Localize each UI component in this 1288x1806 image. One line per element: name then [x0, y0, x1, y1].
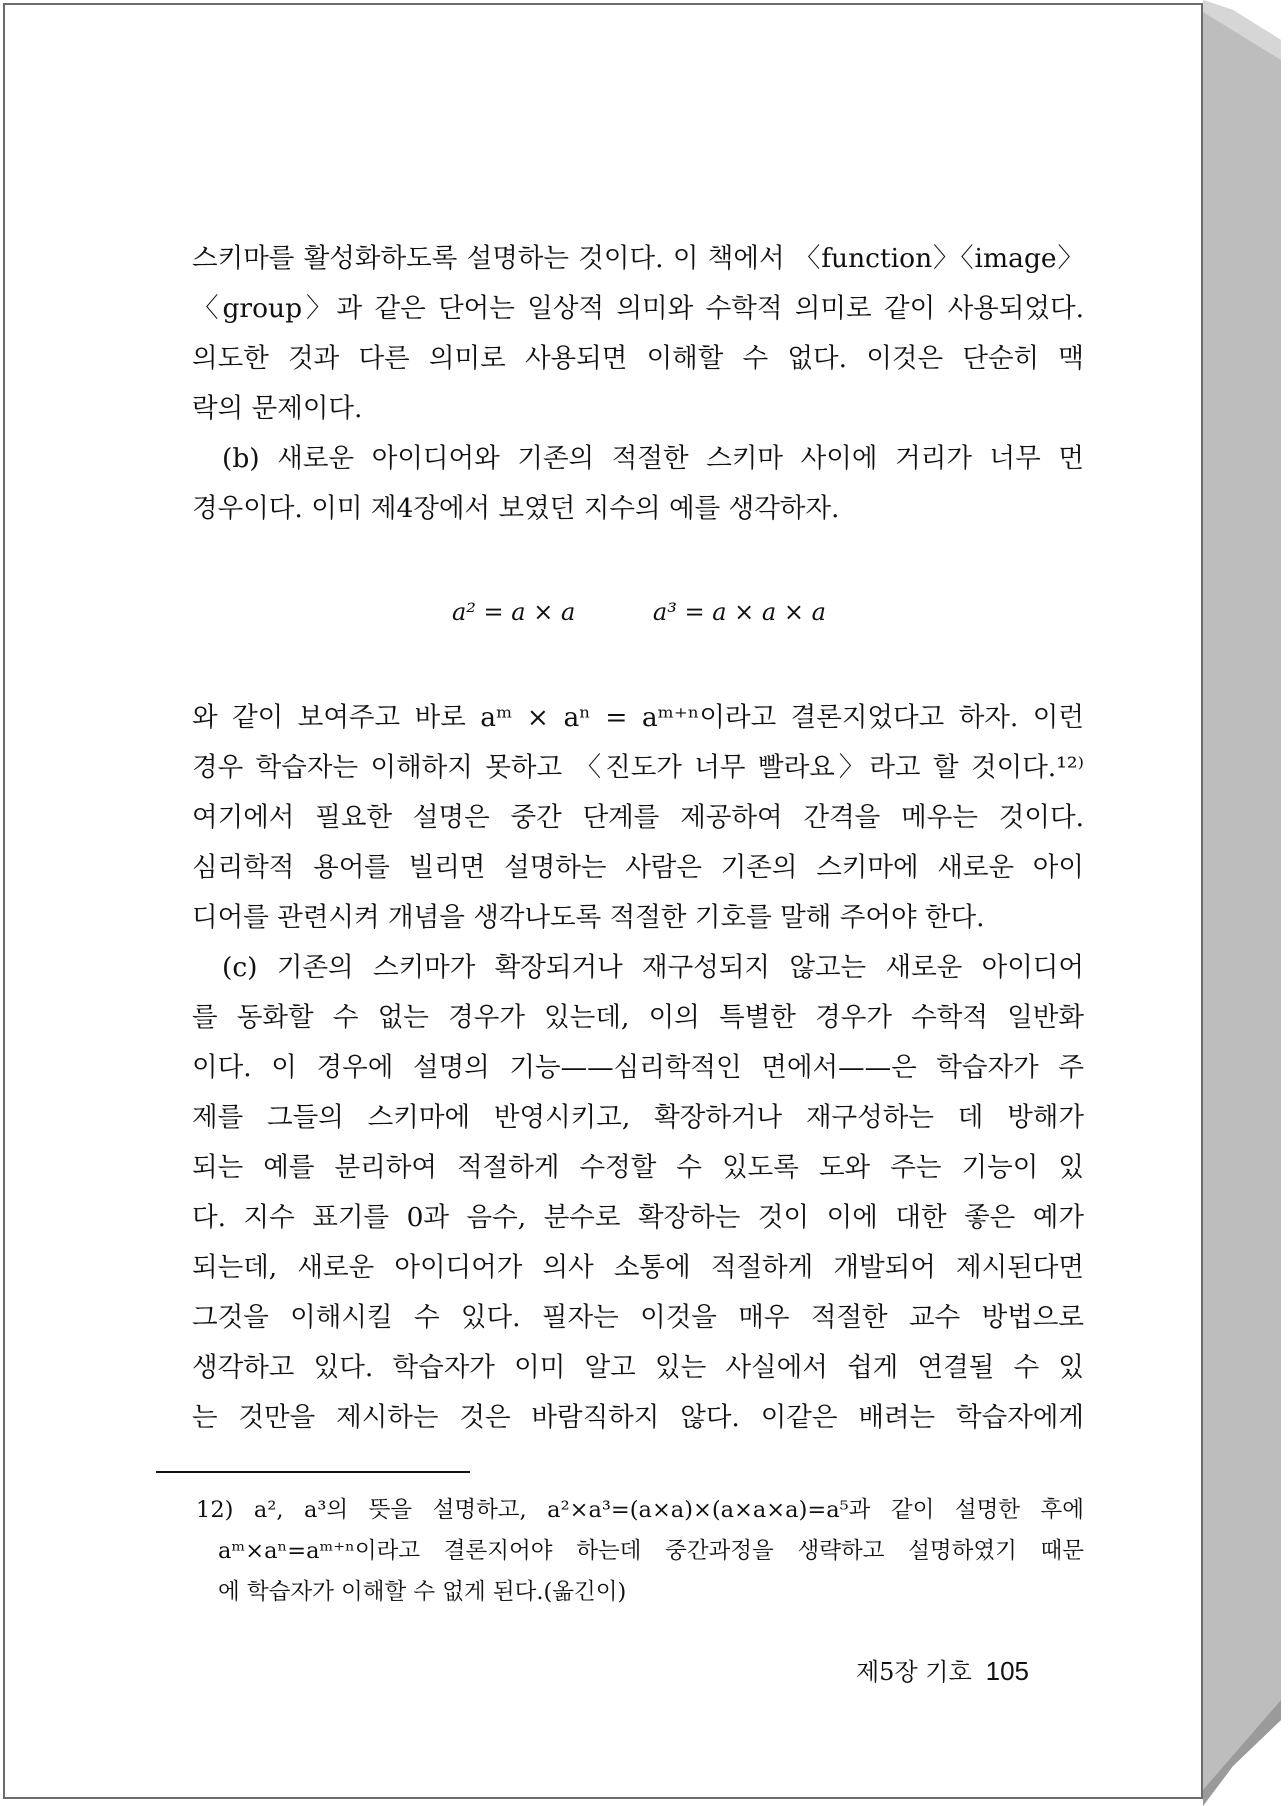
- main-text-block-2: [192, 693, 1084, 1443]
- equation-left: a² = a × a: [452, 598, 576, 626]
- text-line: (b) 새로운 아이디어와 기존의 적절한 스키마 사이에 거리가 너무 먼: [222, 443, 1084, 474]
- footnote-line: 12) a², a³의 뜻을 설명하고, a²×a³=(a×a)×(a×a×a)=a⁵과 같이 설명한 후에: [196, 1497, 1084, 1523]
- text-line: 디어를 관련시켜 개념을 생각나도록 적절한 기호를 말해 주어야 한다.: [192, 902, 985, 933]
- text-line: 다. 지수 표기를 0과 음수, 분수로 확장하는 것이 이에 대한 좋은 예가: [192, 1202, 1084, 1233]
- page-footer: [856, 1652, 1056, 1687]
- text-line: 되는데, 새로운 아이디어가 의사 소통에 적절하게 개발되어 제시된다면: [192, 1252, 1084, 1283]
- footnote-divider: [156, 1471, 470, 1473]
- text-line: 락의 문제이다.: [192, 393, 363, 424]
- text-line: 심리학적 용어를 빌리면 설명하는 사람은 기존의 스키마에 새로운 아이: [192, 852, 1084, 883]
- text-line: 그것을 이해시킬 수 있다. 필자는 이것을 매우 적절한 교수 방법으로: [192, 1302, 1084, 1333]
- text-line: 여기에서 필요한 설명은 중간 단계를 제공하여 간격을 메우는 것이다.: [192, 802, 1084, 833]
- text-line: 생각하고 있다. 학습자가 이미 알고 있는 사실에서 쉽게 연결될 수 있: [192, 1352, 1084, 1383]
- chapter-label: 제5장 기호: [856, 1658, 972, 1686]
- footnote-line: aᵐ×aⁿ=aᵐ⁺ⁿ이라고 결론지어야 하는데 중간과정을 생략하고 설명하였기 때문: [218, 1538, 1084, 1564]
- text-line: 제를 그들의 스키마에 반영시키고, 확장하거나 재구성하는 데 방해가: [192, 1102, 1084, 1133]
- text-line: (c) 기존의 스키마가 확장되거나 재구성되지 않고는 새로운 아이디어: [222, 952, 1084, 983]
- text-line: 스키마를 활성화하도록 설명하는 것이다. 이 책에서 〈function〉〈image〉: [192, 243, 1084, 274]
- text-line: 되는 예를 분리하여 적절하게 수정할 수 있도록 도와 주는 기능이 있: [192, 1152, 1084, 1183]
- main-text-block-1: [192, 234, 1084, 534]
- exponent-equation: [452, 598, 852, 626]
- text-line: 경우이다. 이미 제4장에서 보였던 지수의 예를 생각하자.: [192, 493, 840, 524]
- footnote: [196, 1490, 1084, 1613]
- text-line: 와 같이 보여주고 바로 aᵐ × aⁿ = aᵐ⁺ⁿ이라고 결론지었다고 하자. 이런: [192, 702, 1084, 733]
- text-line: 를 동화할 수 없는 경우가 있는데, 이의 특별한 경우가 수학적 일반화: [192, 1002, 1084, 1033]
- book-spine: [1203, 0, 1283, 1806]
- text-line: 〈group〉과 같은 단어는 일상적 의미와 수학적 의미로 같이 사용되었다.: [192, 293, 1084, 324]
- text-line: 이다. 이 경우에 설명의 기능——심리학적인 면에서——은 학습자가 주: [192, 1052, 1084, 1083]
- footnote-line: 에 학습자가 이해할 수 없게 된다.(옮긴이): [218, 1579, 627, 1605]
- text-line: 경우 학습자는 이해하지 못하고 〈진도가 너무 빨라요〉라고 할 것이다.¹²⁾: [192, 752, 1084, 783]
- text-line: 의도한 것과 다른 의미로 사용되면 이해할 수 없다. 이것은 단순히 맥: [192, 343, 1084, 374]
- page-number: 105: [985, 1656, 1030, 1686]
- equation-right: a³ = a × a × a: [652, 598, 826, 626]
- text-line: 는 것만을 제시하는 것은 바람직하지 않다. 이같은 배려는 학습자에게: [192, 1402, 1084, 1433]
